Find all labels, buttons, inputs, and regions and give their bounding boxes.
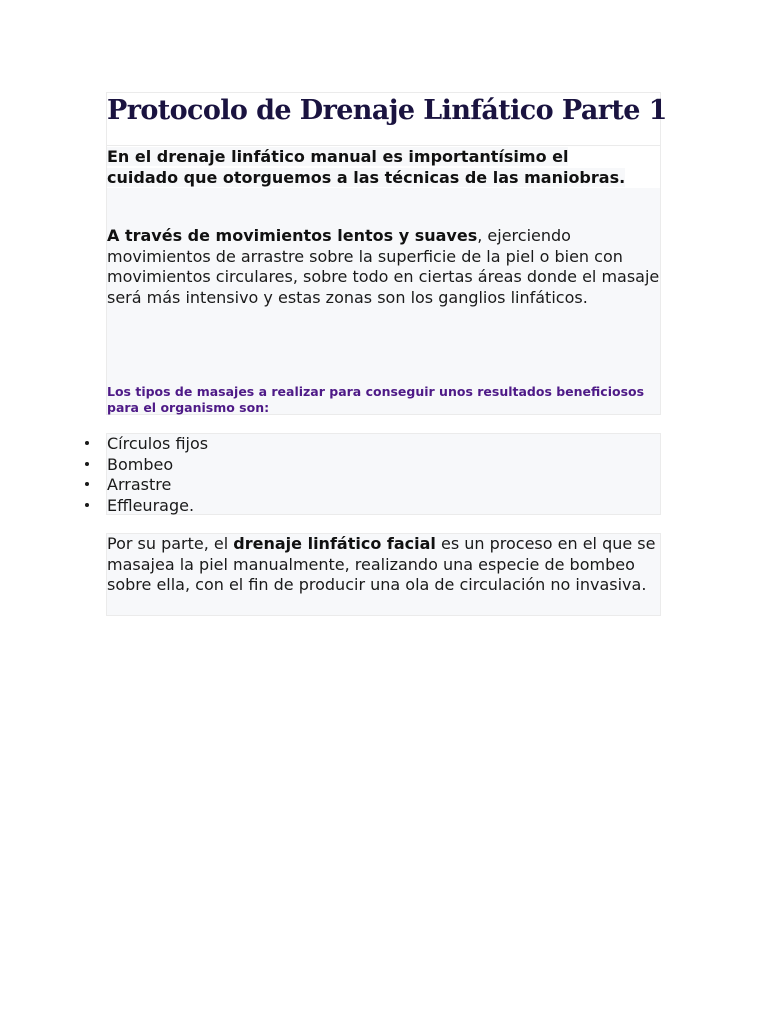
intro-line-1: En el drenaje linfático manual es importantísimo el	[107, 147, 569, 166]
list-item	[85, 455, 208, 476]
intro-line-2: cuidado que otorguemos a las técnicas de las maniobras.	[107, 168, 626, 187]
list-item	[85, 496, 208, 517]
document-title: Protocolo de Drenaje Linfático Parte 1	[107, 95, 667, 126]
bullet-icon	[85, 482, 89, 486]
movement-paragraph	[107, 226, 660, 308]
movement-text: , ejerciendo movimientos de arrastre sobre la superficie de la piel o bien con movimientos circulares, sobre todo en ciertas áreas donde el masaje será más intensivo y estas zonas son los ganglios linfáticos.	[107, 226, 660, 307]
facial-text: es un proceso en el que se masajea la piel manualmente, realizando una especie de bombeo sobre ella, con el fin de producir una ola de circulación no invasiva.	[107, 534, 656, 594]
list-item	[85, 434, 208, 455]
list-item-label: Arrastre	[107, 475, 172, 494]
list-item	[85, 475, 208, 496]
title-block	[106, 92, 667, 146]
facial-lead: Por su parte, el	[107, 534, 234, 553]
movement-lead: A través de movimientos lentos y suaves	[107, 226, 478, 245]
list-item-label: Círculos fijos	[107, 434, 209, 453]
intro-statement	[107, 146, 660, 188]
massage-types-list	[85, 434, 208, 516]
list-item-label: Bombeo	[107, 454, 174, 474]
bullet-icon	[85, 503, 89, 507]
massage-types-heading: Los tipos de masajes a realizar para conseguir unos resultados beneficiosos para el organismo son:	[107, 384, 645, 415]
list-item-label: Effleurage.	[107, 495, 195, 515]
bullet-icon	[85, 441, 89, 445]
facial-paragraph	[107, 534, 660, 596]
massage-types-block	[106, 433, 661, 515]
facial-term: drenaje linfático facial	[233, 534, 436, 553]
facial-block	[106, 533, 661, 616]
bullet-icon	[85, 462, 89, 466]
intro-block	[106, 145, 661, 415]
